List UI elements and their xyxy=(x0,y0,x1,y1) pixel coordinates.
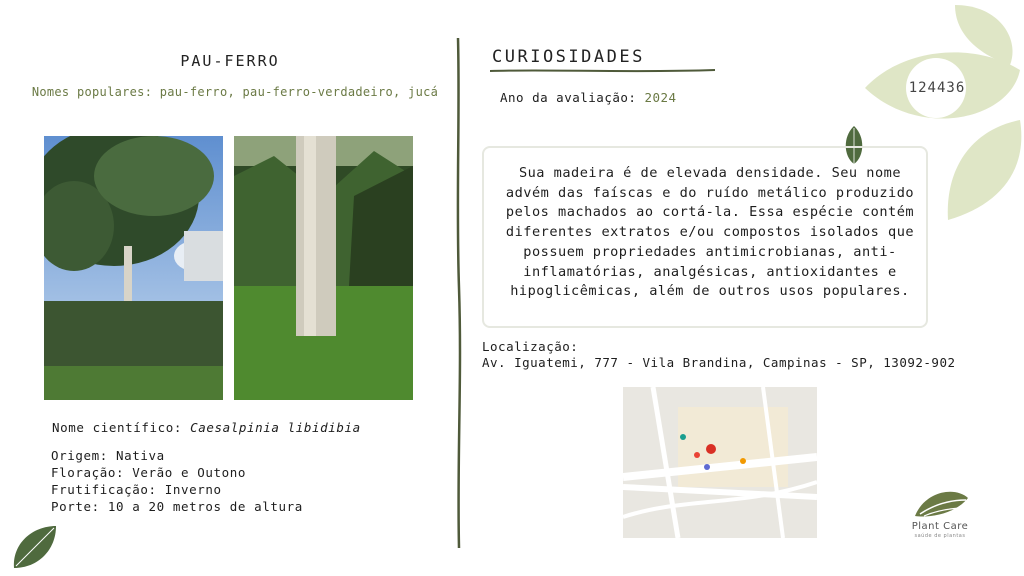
bottom-leaf-icon xyxy=(12,524,58,570)
year-value: 2024 xyxy=(644,90,677,105)
map-pin-icon xyxy=(706,444,716,454)
location-address: Av. Iguatemi, 777 - Vila Brandina, Campinas - SP, 13092-902 xyxy=(482,355,956,370)
curiosities-text: Sua madeira é de elevada densidade. Seu nome advém das faíscas e do ruído metálico produzido pelos machados ao cortá-la. Essa espécie contém diferentes extratos e/ou compostos isolados que possuem propriedades antimicrobianas, anti-inflamatórias, analgésicas, antioxidantes e hipoglicêmicas, além de outros usos populares. xyxy=(505,165,915,300)
title-underline xyxy=(490,66,715,76)
decorative-leaves xyxy=(860,0,1024,225)
trunk-photo xyxy=(234,136,413,400)
year-label: Ano da avaliação: xyxy=(500,90,637,105)
origin: Origem: Nativa xyxy=(51,448,165,463)
brand-tagline: saúde de plantas xyxy=(914,533,966,539)
tree-photo xyxy=(44,136,223,400)
popular-names: Nomes populares: pau-ferro, pau-ferro-verdadeiro, jucá xyxy=(31,85,439,99)
location-label: Localização: xyxy=(482,339,579,354)
scientific-name xyxy=(52,420,361,435)
curiosities-title: CURIOSIDADES xyxy=(492,47,645,67)
evaluation-year xyxy=(500,90,677,105)
fruiting: Frutificação: Inverno xyxy=(51,482,222,497)
scientific-label: Nome científico: xyxy=(52,420,183,435)
vertical-divider xyxy=(449,38,469,548)
flowering: Floração: Verão e Outono xyxy=(51,465,247,480)
plant-code: 124436 xyxy=(908,80,966,96)
plant-title: PAU-FERRO xyxy=(180,52,280,70)
size: Porte: 10 a 20 metros de altura xyxy=(51,499,303,514)
brand-name: Plant Care xyxy=(911,521,969,532)
scientific-value: Caesalpinia libidibia xyxy=(190,420,361,435)
plant-facts xyxy=(51,447,303,515)
location-map[interactable] xyxy=(623,387,817,538)
